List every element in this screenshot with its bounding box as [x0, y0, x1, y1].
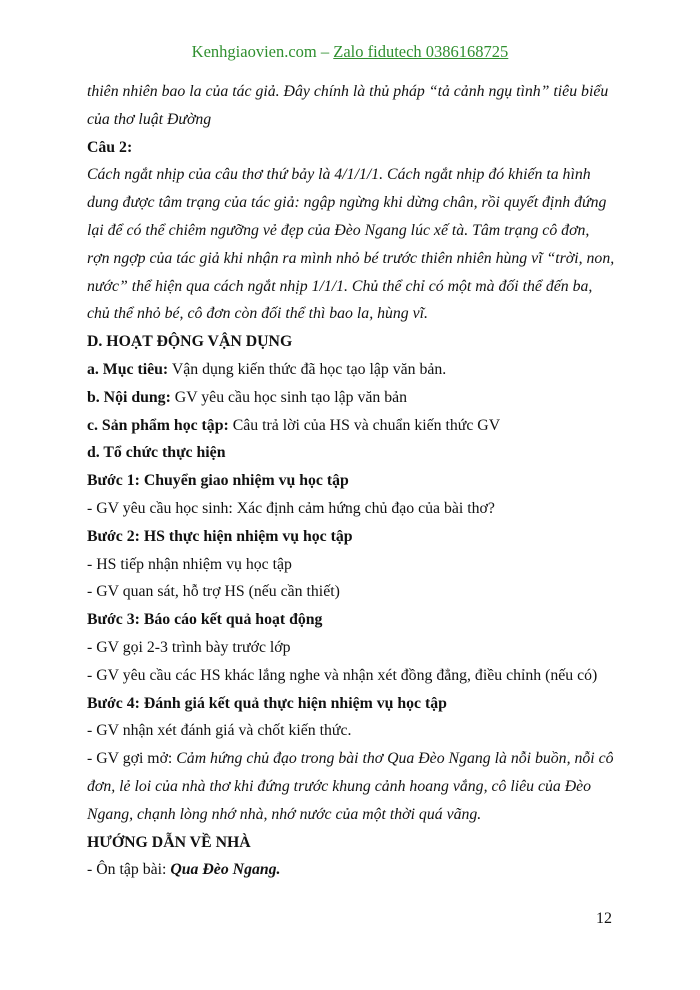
cau2-heading: Câu 2:: [87, 138, 133, 156]
noi-dung: [87, 384, 627, 412]
buoc1-line-1: - GV yêu cầu học sinh: Xác định cảm hứng chủ đạo của bài thơ?: [87, 499, 495, 517]
cau2-line-6: chủ thể nhỏ bé, cô đơn còn đối thể thì bao la, hùng vĩ.: [87, 305, 428, 323]
page-number: 12: [596, 910, 612, 927]
huong-dan-prefix: - Ôn tập bài:: [87, 861, 171, 879]
buoc3-line-1: - GV gọi 2-3 trình bày trước lớp: [87, 638, 291, 656]
intro-line-1: thiên nhiên bao la của tác giả. Đây chính là thủ pháp “tả cảnh ngụ tình” tiêu biểu: [87, 83, 609, 100]
goimo-text-1: Cảm hứng chủ đạo trong bài thơ Qua Đèo Ngang là nỗi buồn, nỗi cô: [176, 750, 614, 768]
buoc4-title: Bước 4: Đánh giá kết quả thực hiện nhiệm vụ học tập: [87, 694, 447, 712]
document-body: [87, 78, 627, 884]
cau2-line-3: lại để có thể chiêm ngưỡng vẻ đẹp của Đèo Ngang lúc xế tà. Tâm trạng cô đơn,: [87, 221, 590, 239]
buoc4-goimo-line-1: [87, 745, 627, 773]
cau2-line-2: dung được tâm trạng của tác giả: ngập ngừng khi dừng chân, rồi quyết định đứng: [87, 194, 607, 212]
buoc2-title: Bước 2: HS thực hiện nhiệm vụ học tập: [87, 527, 353, 545]
buoc4-line-1: - GV nhận xét đánh giá và chốt kiến thức.: [87, 722, 352, 740]
header-site-link[interactable]: Kenhgiaovien.com: [191, 42, 317, 61]
page-header: [0, 40, 700, 64]
noi-dung-label: b. Nội dung:: [87, 388, 171, 406]
intro-line-2: của thơ luật Đường: [87, 110, 212, 128]
section-d-title: D. HOẠT ĐỘNG VẬN DỤNG: [87, 333, 293, 351]
san-pham-text: Câu trả lời của HS và chuẩn kiến thức GV: [228, 416, 501, 434]
huong-dan-title: HƯỚNG DẪN VỀ NHÀ: [87, 833, 251, 851]
san-pham: [87, 412, 627, 440]
header-contact-link[interactable]: Zalo fidutech 0386168725: [333, 42, 509, 61]
header-separator: –: [316, 42, 334, 61]
buoc2-line-2: - GV quan sát, hỗ trợ HS (nếu cần thiết): [87, 583, 340, 601]
cau2-line-5: nước” thể hiện qua cách ngắt nhịp 1/1/1. Chủ thể chỉ có một mà đối thể đến ba,: [87, 277, 593, 295]
muc-tieu-text: Vận dụng kiến thức đã học tạo lập văn bản.: [168, 360, 447, 378]
muc-tieu-label: a. Mục tiêu:: [87, 360, 169, 378]
buoc2-line-1: - HS tiếp nhận nhiệm vụ học tập: [87, 555, 292, 573]
huong-dan-lesson: Qua Đèo Ngang.: [170, 861, 281, 879]
buoc4-goimo-line-3: Ngang, chạnh lòng nhớ nhà, nhớ nước của một thời quá vãng.: [87, 805, 482, 823]
buoc3-line-2: - GV yêu cầu các HS khác lắng nghe và nhận xét đồng đẳng, điều chỉnh (nếu có): [87, 666, 598, 684]
to-chuc-heading: d. Tổ chức thực hiện: [87, 444, 226, 462]
cau2-line-4: rợn ngợp của tác giả khi nhận ra mình nhỏ bé trước thiên nhiên hùng vĩ “trời, non,: [87, 249, 615, 267]
muc-tieu: [87, 356, 627, 384]
san-pham-label: c. Sản phẩm học tập:: [87, 416, 229, 434]
cau2-line-1: Cách ngắt nhịp của câu thơ thứ bảy là 4/1/1/1. Cách ngắt nhịp đó khiến ta hình: [87, 166, 591, 184]
huong-dan-line: [87, 856, 627, 884]
buoc1-title: Bước 1: Chuyển giao nhiệm vụ học tập: [87, 472, 349, 490]
buoc3-title: Bước 3: Báo cáo kết quả hoạt động: [87, 611, 323, 629]
buoc4-goimo-line-2: đơn, lẻ loi của nhà thơ khi đứng trước khung cảnh hoang vắng, cô liêu của Đèo: [87, 777, 592, 795]
noi-dung-text: GV yêu cầu học sinh tạo lập văn bản: [170, 388, 408, 406]
goimo-prefix: - GV gợi mở:: [87, 750, 177, 768]
